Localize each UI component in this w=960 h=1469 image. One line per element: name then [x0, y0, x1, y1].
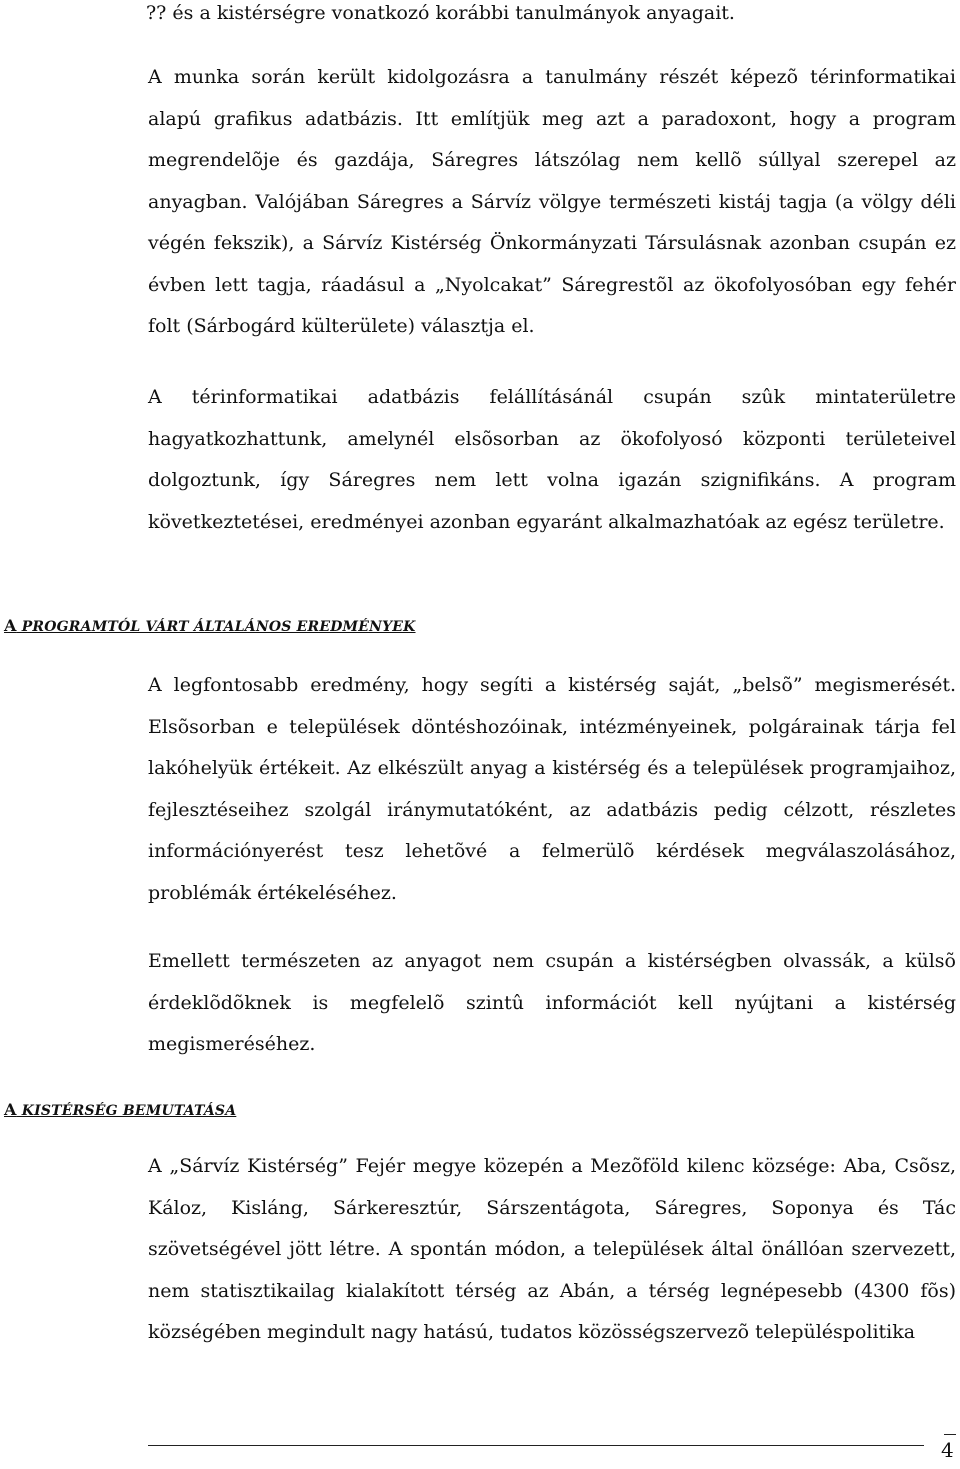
footer-dash — [944, 1434, 956, 1435]
section-heading-cap: A — [4, 616, 17, 635]
section-heading-subregion-presentation — [0, 1100, 236, 1119]
paragraph-gis-database: A munka során került kidolgozásra a tanulmány részét képezõ térinformatikai alapú grafikus adatbázis. Itt említjük meg azt a paradoxont, hogy a program megrendelõje és gazdája, Sáregres látszólag nem kellõ súllyal szerepel az anyagban. Valójában Sáregres a Sárvíz völgye természeti kistáj tagja (a völgy déli végén fekszik), a Sárvíz Kistérség Önkormányzati Társulásnak azonban csupán ez évben lett tagja, ráadásul a „Nyolcakat” Sáregrestõl az ökofolyosóban egy fehér folt (Sárbogárd külterülete) választja el. — [148, 66, 956, 337]
paragraph-sarviz-subregion: A „Sárvíz Kistérség” Fejér megye közepén a Mezõföld kilenc községe: Aba, Csõsz, Káloz, Kisláng, Sárkeresztúr, Sárszentágota, Sáregres, Soponya és Tác szövetségével jött létre. A spontán módon, a települések által önállóan szervezett, nem statisztikailag kialakított térség az Abán, a térség legnépesebb (4300 fõs) községében megindult nagy hatású, tudatos közösségszervezõ településpolitika — [148, 1155, 956, 1343]
paragraph-gis-sample-area: A térinformatikai adatbázis felállításánál csupán szûk mintaterületre hagyatkozhattunk, amelynél elsõsorban az ökofolyosó központi területeivel dolgoztunk, így Sáregres nem lett volna igazán szignifikáns. A program következtetései, eredményei azonban egyaránt alkalmazhatóak az egész területre. — [148, 386, 956, 533]
section-heading-expected-results — [0, 616, 416, 635]
footer-rule — [148, 1445, 924, 1446]
page-number: 4 — [941, 1438, 954, 1462]
section-heading-text: PROGRAMTÓL VÁRT ÁLTALÁNOS EREDMÉNYEK — [16, 619, 416, 635]
paragraph-most-important-result: A legfontosabb eredmény, hogy segíti a kistérség saját, „belsõ” megismerését. Elsõsorban e települések döntéshozóinak, intézményeinek, polgárainak tárja fel lakóhelyük értékeit. Az elkészült anyag a kistérség és a települések programjaihoz, fejlesztéseihez szolgál iránymutatóként, az adatbázis pedig célzott, részletes információnyerést tesz lehetõvé a felmerülõ kérdések megválaszolásához, problémák értékeléséhez. — [148, 674, 956, 904]
section-heading-text: KISTÉRSÉG BEMUTATÁSA — [16, 1103, 237, 1119]
paragraph-sources-continuation: ?? és a kistérségre vonatkozó korábbi tanulmányok anyagait. — [146, 2, 735, 24]
paragraph-external-readers: Emellett természeten az anyagot nem csupán a kistérségben olvassák, a külsõ érdeklõdõknek is megfelelõ szintû információt kell nyújtani a kistérség megismeréséhez. — [148, 950, 956, 1055]
section-heading-cap: A — [4, 1100, 17, 1119]
